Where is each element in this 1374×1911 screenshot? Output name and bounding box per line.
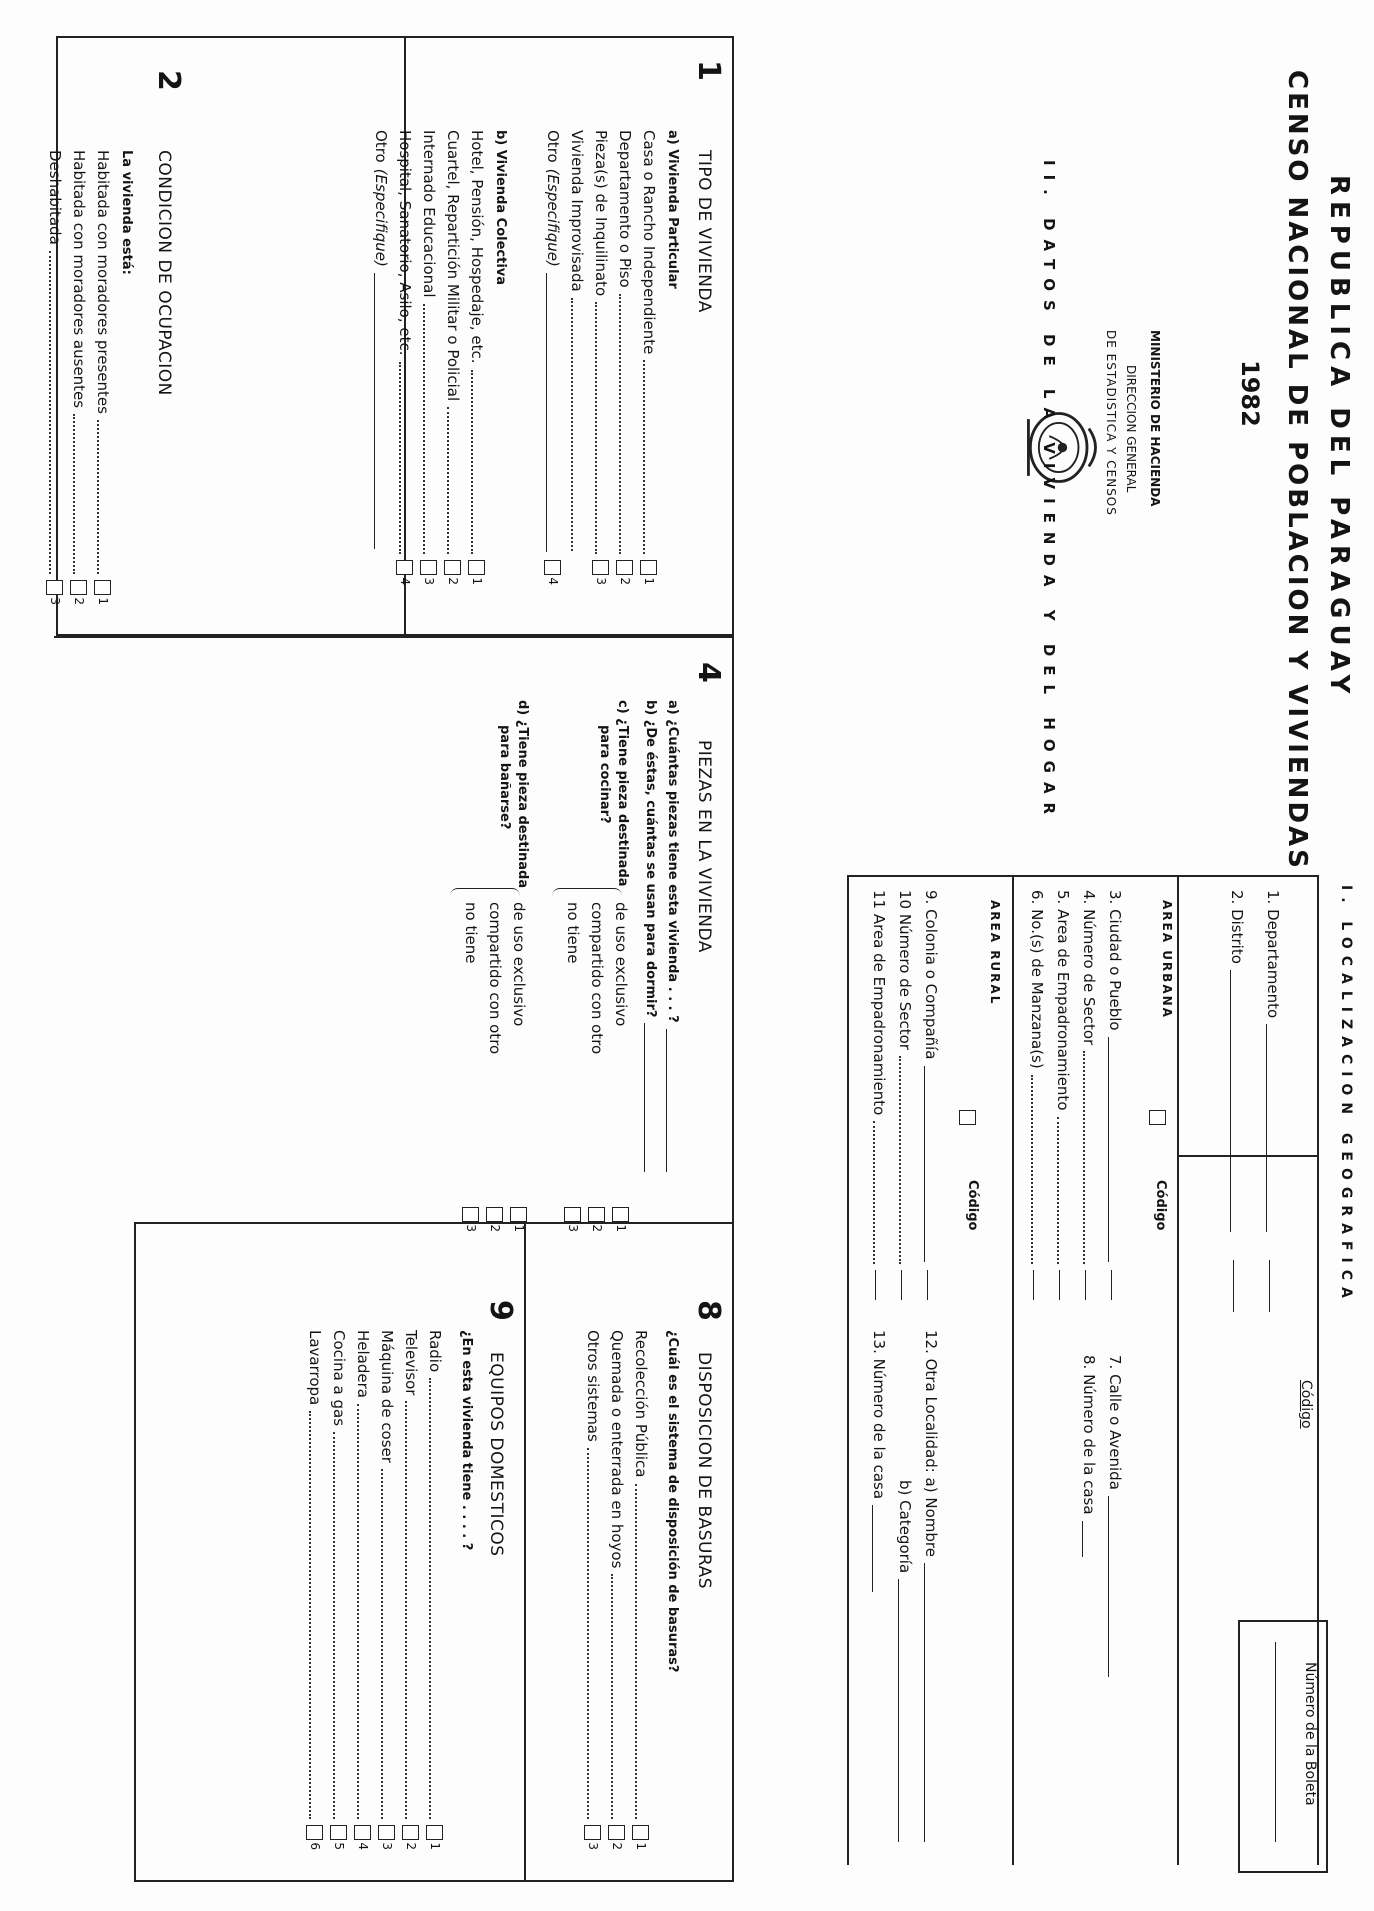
rural-codigo-label: Código [965, 1180, 980, 1231]
checkbox-icon[interactable] [379, 1825, 396, 1840]
checkbox-icon[interactable] [403, 1825, 420, 1840]
numero-casa-rural-field[interactable] [870, 1330, 888, 1600]
option-label: Habitada con moradores ausentes [70, 150, 88, 409]
option-code: 2 [404, 1842, 418, 1850]
pieza-banarse-question: d) ¿Tiene pieza destinada [515, 700, 530, 889]
option-code: 2 [590, 1224, 604, 1232]
manzanas-field[interactable] [1028, 890, 1046, 1270]
option-label: compartido con otro [588, 902, 606, 1055]
option-checkbox[interactable] [403, 1825, 420, 1850]
option-label: Televisor [402, 1330, 420, 1396]
section-ii-title: II. DATOS DE LA VIVIENDA Y DEL HOGAR [1040, 160, 1058, 824]
checkbox-icon[interactable] [613, 1207, 630, 1222]
ministry-seal-icon [1019, 400, 1104, 495]
option-spec: (Especifique) [372, 168, 390, 267]
piezas-total-label: a) ¿Cuántas piezas tiene esta vivienda . . . ? [665, 700, 680, 1023]
option-code: 3 [464, 1224, 478, 1232]
option-code: 3 [594, 577, 608, 585]
area-empadronamiento-code[interactable] [1059, 1270, 1060, 1300]
distrito-field[interactable] [1228, 890, 1246, 1240]
area-urbana-label: AREA URBANA [1160, 900, 1174, 1019]
option-code: 3 [422, 577, 436, 585]
option-checkbox[interactable] [487, 1207, 504, 1232]
option-label: Deshabitada [46, 150, 64, 245]
option-habitada-con-moradores-presentes[interactable] [94, 150, 112, 605]
option-label: Hospital, Sanatorio, Asilo, etc. [396, 130, 414, 356]
census-year: 1982 [1236, 360, 1264, 427]
option-label: Otro [372, 130, 390, 163]
departamento-field[interactable] [1264, 890, 1282, 1240]
option-checkbox[interactable] [379, 1825, 396, 1850]
option-checkbox[interactable] [511, 1207, 528, 1232]
area-empadronamiento-rural-field[interactable] [870, 890, 888, 1270]
option-code: 1 [614, 1224, 628, 1232]
checkbox-icon[interactable] [589, 1207, 606, 1222]
option-habitada-con-moradores-ausentes[interactable] [70, 150, 88, 605]
option-de-uso-exclusivo[interactable] [510, 902, 528, 1232]
option-label: Habitada con moradores presentes [94, 150, 112, 414]
section-4-number: 4 [691, 662, 726, 683]
option-checkbox[interactable] [445, 560, 462, 585]
ciudad-field[interactable] [1106, 890, 1124, 1270]
categoria-label: b) Categoría [896, 1480, 914, 1574]
checkbox-icon[interactable] [585, 1825, 602, 1840]
statistics-name: DE ESTADISTICA Y CENSOS [1104, 330, 1118, 516]
otra-localidad-label: 12. Otra Localidad: a) Nombre [922, 1330, 940, 1557]
numero-casa-rural-label: 13. Número de la casa [870, 1330, 888, 1500]
option-label: Internado Educacional [420, 130, 438, 298]
checkbox-icon[interactable] [487, 1207, 504, 1222]
option-no-tiene[interactable] [462, 902, 480, 1232]
section-8-title: DISPOSICION DE BASURAS [694, 1352, 714, 1590]
option-label: Cuartel, Repartición Militar o Policial [444, 130, 462, 402]
option-code: 2 [610, 1842, 624, 1850]
distrito-code[interactable] [1233, 1260, 1234, 1312]
republic-title: REPUBLICA DEL PARAGUAY [1324, 175, 1354, 700]
option-hotel-pension-hospedaje-etc[interactable] [468, 130, 486, 585]
option-code: 3 [586, 1842, 600, 1850]
option-label: Recolección Pública [632, 1330, 650, 1478]
boleta-label: Número de la Boleta [1302, 1662, 1318, 1806]
option-label: de uso exclusivo [510, 902, 528, 1027]
departamento-label: 1. Departamento [1264, 890, 1282, 1019]
option-compartido-con-otro[interactable] [588, 902, 606, 1232]
option-checkbox[interactable] [421, 560, 438, 585]
option-departamento-o-piso[interactable] [616, 130, 634, 585]
pieza-cocinar-question: c) ¿Tiene pieza destinada [615, 700, 630, 887]
option-lavarropa[interactable] [306, 1330, 324, 1850]
departamento-code[interactable] [1269, 1260, 1270, 1312]
option-label: no tiene [564, 902, 582, 964]
option-label: Heladera [354, 1330, 372, 1398]
checkbox-icon[interactable] [565, 1207, 582, 1222]
option-label: Vivienda Improvisada [568, 130, 586, 292]
option-code: 4 [546, 577, 560, 585]
checkbox-icon[interactable] [617, 560, 634, 575]
option-quemada-o-enterrada-en-hoyos[interactable] [608, 1330, 626, 1850]
option-checkbox[interactable] [427, 1825, 444, 1850]
checkbox-icon[interactable] [71, 580, 88, 595]
checkbox-icon[interactable] [593, 560, 610, 575]
option-checkbox[interactable] [397, 560, 414, 585]
checkbox-icon[interactable] [355, 1825, 372, 1840]
checkbox-icon[interactable] [511, 1207, 528, 1222]
codigo-header: Código [1298, 1380, 1314, 1429]
section-8-number: 8 [691, 1300, 726, 1321]
categoria-field[interactable] [896, 1480, 914, 1850]
option-radio[interactable] [426, 1330, 444, 1850]
area-rural-checkbox[interactable] [959, 1110, 976, 1125]
option-code: 3 [48, 597, 62, 605]
checkbox-icon[interactable] [95, 580, 112, 595]
option-spec: (Especifique) [544, 168, 562, 267]
pieza-cocinar-question-2: para cocinar? [597, 725, 612, 824]
section-9-box [134, 1222, 524, 1882]
option-de-uso-exclusivo[interactable] [612, 902, 630, 1232]
option-code: 3 [380, 1842, 394, 1850]
option-checkbox[interactable] [47, 580, 64, 605]
option-checkbox[interactable] [589, 1207, 606, 1232]
option-no-tiene[interactable] [564, 902, 582, 1232]
checkbox-icon[interactable] [609, 1825, 626, 1840]
checkbox-icon[interactable] [469, 560, 486, 575]
option-label: Otros sistemas [584, 1330, 602, 1442]
checkbox-icon[interactable] [421, 560, 438, 575]
option-checkbox[interactable] [585, 1825, 602, 1850]
checkbox-icon[interactable] [307, 1825, 324, 1840]
option-label: Departamento o Piso [616, 130, 634, 288]
option-vivienda-improvisada[interactable] [568, 130, 586, 585]
option-code: 1 [428, 1842, 442, 1850]
option-recoleccion-publica[interactable] [632, 1330, 650, 1850]
option-label: Otro [544, 130, 562, 163]
option-code: 1 [642, 577, 656, 585]
option-compartido-con-otro[interactable] [486, 902, 504, 1232]
section-1-number: 1 [691, 60, 726, 81]
piezas-total-question[interactable] [665, 700, 680, 1180]
option-label: Máquina de coser [378, 1330, 396, 1463]
calle-label: 7. Calle o Avenida [1106, 1355, 1124, 1490]
urbana-codigo-label: Código [1153, 1180, 1168, 1231]
area-empadronamiento-label: 5. Area de Empadronamiento [1054, 890, 1072, 1111]
option-hospital-sanatorio-asilo-etc[interactable] [396, 130, 414, 585]
checkbox-icon[interactable] [545, 560, 562, 575]
checkbox-icon[interactable] [633, 1825, 650, 1840]
section-2-title: CONDICION DE OCUPACION [154, 150, 174, 396]
option-label: Cocina a gas [330, 1330, 348, 1427]
section-i-title: I. LOCALIZACION GEOGRAFICA [1338, 885, 1354, 1305]
option-casa-o-rancho-independiente[interactable] [640, 130, 658, 585]
option-checkbox[interactable] [71, 580, 88, 605]
numero-sector-code[interactable] [1085, 1270, 1086, 1300]
option-code: 1 [470, 577, 484, 585]
ciudad-label: 3. Ciudad o Pueblo [1106, 890, 1124, 1031]
option-label: de uso exclusivo [612, 902, 630, 1027]
census-title: CENSO NACIONAL DE POBLACION Y VIVIENDAS [1282, 70, 1312, 871]
checkbox-icon[interactable] [397, 560, 414, 575]
numero-sector-field[interactable] [1080, 890, 1098, 1270]
distrito-label: 2. Distrito [1228, 890, 1246, 964]
option-code: 1 [512, 1224, 526, 1232]
option-checkbox[interactable] [463, 1207, 480, 1232]
ciudad-code[interactable] [1111, 1270, 1112, 1300]
checkbox-icon[interactable] [641, 560, 658, 575]
otra-localidad-field[interactable] [922, 1330, 940, 1850]
option-label: compartido con otro [486, 902, 504, 1055]
option-code: 5 [332, 1842, 346, 1850]
area-empadronamiento-field[interactable] [1054, 890, 1072, 1270]
option-checkbox[interactable] [331, 1825, 348, 1850]
option-internado-educacional[interactable] [420, 130, 438, 585]
colonia-label: 9. Colonia o Compañía [922, 890, 940, 1060]
numero-casa-urbana-label: 8. Número de la casa [1080, 1355, 1098, 1515]
option-televisor[interactable] [402, 1330, 420, 1850]
manzanas-code[interactable] [1033, 1270, 1034, 1300]
option-checkbox[interactable] [545, 560, 562, 585]
calle-field[interactable] [1106, 1355, 1124, 1685]
manzanas-label: 6. No.(s) de Manzana(s) [1028, 890, 1046, 1069]
option-pieza-s-de-inquilinato[interactable] [592, 130, 610, 585]
option-otro[interactable] [544, 130, 562, 585]
option-code: 2 [488, 1224, 502, 1232]
option-checkbox[interactable] [593, 560, 610, 585]
option-code: 2 [446, 577, 460, 585]
section-9-number: 9 [483, 1300, 518, 1321]
area-rural-label: AREA RURAL [988, 900, 1002, 1006]
option-otros-sistemas[interactable] [584, 1330, 602, 1850]
pieza-banarse-question-2: para bañarse? [497, 725, 512, 830]
section-4-box [54, 636, 734, 1222]
section-9-title: EQUIPOS DOMESTICOS [486, 1352, 506, 1557]
option-label: Casa o Rancho Independiente [640, 130, 658, 355]
option-cuartel-reparticion-militar-o-policial[interactable] [444, 130, 462, 585]
option-code: 1 [634, 1842, 648, 1850]
option-code: 4 [398, 577, 412, 585]
vivienda-colectiva-label: b) Vivienda Colectiva [493, 130, 508, 286]
directorate-name: DIRECCION GENERAL [1124, 365, 1138, 493]
vivienda-particular-label: a) Vivienda Particular [665, 130, 680, 289]
checkbox-icon[interactable] [47, 580, 64, 595]
option-checkbox[interactable] [95, 580, 112, 605]
option-label: no tiene [462, 902, 480, 964]
option-checkbox[interactable] [565, 1207, 582, 1232]
option-code: 3 [566, 1224, 580, 1232]
option-checkbox[interactable] [641, 560, 658, 585]
option-maquina-de-coser[interactable] [378, 1330, 396, 1850]
colonia-code[interactable] [927, 1270, 928, 1300]
section-1-title: TIPO DE VIVIENDA [694, 150, 714, 313]
numero-sector-rural-field[interactable] [896, 890, 914, 1270]
colonia-field[interactable] [922, 890, 940, 1270]
checkbox-icon[interactable] [427, 1825, 444, 1840]
section-4-title: PIEZAS EN LA VIVIENDA [694, 740, 714, 953]
vivienda-esta-label: La vivienda está: [119, 150, 134, 275]
option-code: 2 [618, 577, 632, 585]
option-label: Pieza(s) de Inquilinato [592, 130, 610, 297]
option-checkbox[interactable] [355, 1825, 372, 1850]
option-checkbox[interactable] [469, 560, 486, 585]
equipos-question: ¿En esta vivienda tiene . . . . ? [459, 1330, 474, 1551]
numero-casa-urbana-field[interactable] [1080, 1355, 1098, 1565]
option-label: Radio [426, 1330, 444, 1373]
numero-sector-rural-label: 10 Número de Sector [896, 890, 914, 1050]
option-checkbox[interactable] [307, 1825, 324, 1850]
option-cocina-a-gas[interactable] [330, 1330, 348, 1850]
option-label: Quemada o enterrada en hoyos [608, 1330, 626, 1569]
option-checkbox[interactable] [633, 1825, 650, 1850]
option-otro[interactable] [372, 130, 390, 585]
section-2-number: 2 [151, 70, 186, 91]
option-label: Lavarropa [306, 1330, 324, 1406]
basuras-question: ¿Cuál es el sistema de disposición de basuras? [665, 1330, 680, 1673]
checkbox-icon[interactable] [445, 560, 462, 575]
option-code: 4 [356, 1842, 370, 1850]
checkbox-icon[interactable] [331, 1825, 348, 1840]
option-checkbox[interactable] [609, 1825, 626, 1850]
numero-sector-rural-code[interactable] [901, 1270, 902, 1300]
option-checkbox[interactable] [613, 1207, 630, 1232]
checkbox-icon[interactable] [463, 1207, 480, 1222]
area-empadronamiento-rural-label: 11 Area de Empadronamiento [870, 890, 888, 1116]
numero-sector-label: 4. Número de Sector [1080, 890, 1098, 1046]
option-heladera[interactable] [354, 1330, 372, 1850]
ministry-name: MINISTERIO DE HACIENDA [1148, 330, 1162, 507]
option-checkbox[interactable] [617, 560, 634, 585]
area-empadronamiento-rural-code[interactable] [875, 1270, 876, 1300]
option-deshabitada[interactable] [46, 150, 64, 605]
option-code: 1 [96, 597, 110, 605]
piezas-dormir-label: b) ¿De éstas, cuántas se usan para dormir? [643, 700, 658, 1018]
area-urbana-checkbox[interactable] [1149, 1110, 1166, 1125]
option-code: 2 [72, 597, 86, 605]
option-code: 6 [308, 1842, 322, 1850]
piezas-dormir-question[interactable] [643, 700, 658, 1180]
option-label: Hotel, Pensión, Hospedaje, etc. [468, 130, 486, 364]
